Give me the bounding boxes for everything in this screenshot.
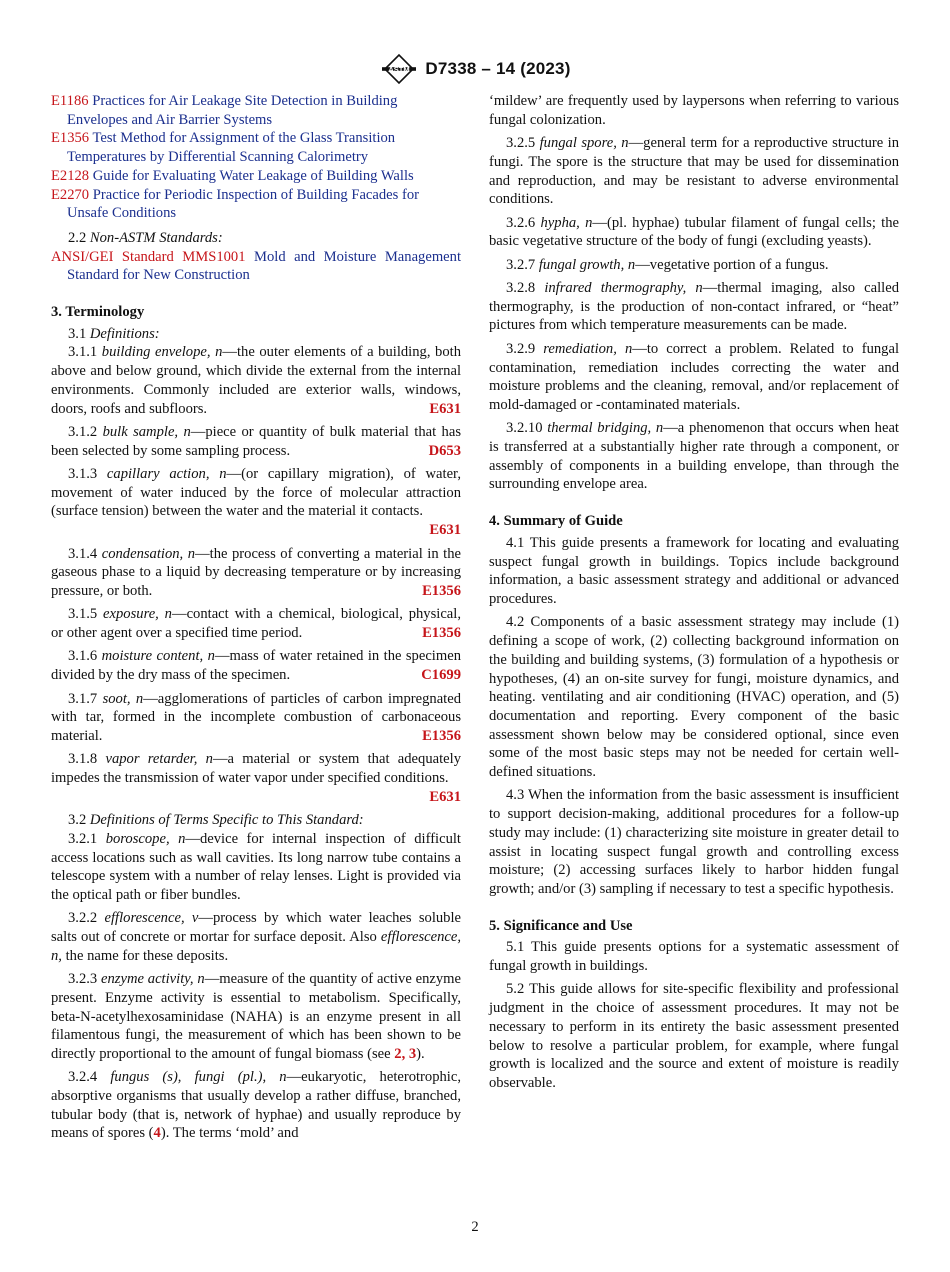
citation-link[interactable]: 4 xyxy=(153,1125,161,1142)
definition-3-2-3: 3.2.3 enzyme activity, n—measure of the quantity of active enzyme present. Enzyme activity is essential to metabolism. Specifically, beta-N-acetylhexosaminidase (NAHA) is an enzyme present in all filamentous fungi, the measurement of which has been shown to be directly proportional to the amount of fungal biomass (see 2, 3). xyxy=(51,971,461,1062)
reference-title[interactable]: Guide for Evaluating Water Leakage of Building Walls xyxy=(92,167,414,184)
subsection-2-2: 2.2 Non-ASTM Standards: xyxy=(68,229,223,246)
page-header xyxy=(0,52,950,86)
reference-ansi xyxy=(51,248,461,285)
reference-code[interactable]: ANSI/GEI Standard MMS1001 xyxy=(51,248,246,265)
reference-code[interactable]: E2270 xyxy=(51,186,90,203)
document-designation: D7338 – 14 (2023) xyxy=(425,58,571,78)
definition-3-1-1: 3.1.1 building envelope, n—the outer elements of a building, both above and below ground, which divide the external from the internal environments. Commonly included are exterior walls, windows, doors, roofs and subfloors. E631 xyxy=(51,344,461,417)
reference-code[interactable]: E2128 xyxy=(51,167,90,184)
definition-3-1-5: 3.1.5 exposure, n—contact with a chemical, biological, physical, or other agent over a specified time period. E1356 xyxy=(51,606,461,642)
reference-title[interactable]: Practice for Periodic Inspection of Building Facades for Unsafe Conditions xyxy=(67,186,420,222)
reference-title[interactable]: Practices for Air Leakage Site Detection in Building Envelopes and Air Barrier Systems xyxy=(67,93,398,128)
definition-3-1-7: 3.1.7 soot, n—agglomerations of particles of carbon impregnated with tar, formed in the incomplete combustion of carbonaceous material. E1356 xyxy=(51,690,461,744)
left-column xyxy=(51,92,461,1148)
definition-3-2-2: 3.2.2 efflorescence, v—process by which water leaches soluble salts out of concrete or mortar for surface deposit. Also efflorescence, n, the name for these deposits. xyxy=(51,910,462,964)
section-4-heading: 4. Summary of Guide xyxy=(489,513,623,530)
reference-e1186 xyxy=(51,92,461,129)
definition-3-2-6: 3.2.6 hypha, n—(pl. hyphae) tubular filament of fungal cells; the basic vegetative structure of the body of fungi (excluding yeasts). xyxy=(489,214,900,250)
standard-code[interactable]: C1699 xyxy=(421,667,461,684)
astm-logo-icon xyxy=(379,52,419,86)
reference-code[interactable]: E1356 xyxy=(51,130,90,147)
definition-3-2-1: 3.2.1 boroscope, n—device for internal inspection of difficult access locations such as wall cavities. Its long narrow tube contains a telescope system with a number of relay lenses. Light is provided via the optical path or fiber bundles. xyxy=(51,830,461,903)
reference-title[interactable]: Test Method for Assignment of the Glass Transition Temperatures by Differential Scanning Calorimetry xyxy=(67,130,396,166)
paragraph-4-3: 4.3 When the information from the basic assessment is insufficient to support decision-making, additional procedures for a follow-up study may include: (1) characterizing site moisture in greater detail to assist in locating suspect fungal growth and controlling excess moisture; (2) accessing surfaces likely to harbor hidden fungal growth; and/or (3) sampling if necessary to test a specific hypothesis. xyxy=(489,787,899,897)
section-3-heading: 3. Terminology xyxy=(51,304,145,321)
definition-3-1-3: 3.1.3 capillary action, n—(or capillary migration), of water, movement of water induced by the force of molecular attraction (surface tension) between the water and the material it contacts. E631 xyxy=(51,466,461,539)
standard-code[interactable]: D653 xyxy=(428,442,461,459)
paragraph-5-1: 5.1 This guide presents options for a systematic assessment of fungal growth in buildings. xyxy=(489,939,899,975)
definition-3-2-4-continued: ‘mildew’ are frequently used by laypersons when referring to various fungal colonization. xyxy=(489,93,899,128)
subsection-3-1: 3.1 Definitions: xyxy=(68,325,160,342)
definition-3-2-7: 3.2.7 fungal growth, n—vegetative portion of a fungus. xyxy=(506,256,829,273)
standard-code[interactable]: E1356 xyxy=(422,582,461,599)
right-column xyxy=(489,92,899,1097)
subsection-3-2: 3.2 Definitions of Terms Specific to This Standard: xyxy=(68,812,364,829)
standard-code[interactable]: E631 xyxy=(429,788,461,805)
section-5-heading: 5. Significance and Use xyxy=(489,917,633,934)
reference-code[interactable]: E1186 xyxy=(51,93,89,109)
standard-code[interactable]: E631 xyxy=(429,522,461,539)
definition-3-1-8: 3.1.8 vapor retarder, n—a material or system that adequately impedes the transmission of water vapor under specified conditions. E631 xyxy=(51,751,461,805)
definition-3-2-5: 3.2.5 fungal spore, n—general term for a reproductive structure in fungi. The spore is the structure that may be used for dissemination and reproduction, and may be resistant to adverse environmental conditions. xyxy=(489,135,899,208)
reference-e1356 xyxy=(51,129,461,166)
standard-code[interactable]: E1356 xyxy=(422,727,461,744)
logo-text: ASTM xyxy=(388,65,411,74)
definition-3-2-8: 3.2.8 infrared thermography, n—thermal imaging, also called thermography, is the production of non-contact infrared, or “heat” pictures from which temperature measurements can be made. xyxy=(489,280,900,334)
paragraph-4-1: 4.1 This guide presents a framework for locating and evaluating suspect fungal growth in buildings. Topics include background information, a basic assessment strategy and additional or advanced procedures. xyxy=(489,534,899,607)
definition-3-2-9: 3.2.9 remediation, n—to correct a problem. Related to fungal contamination, remediation includes correcting the water and moisture problems and the cleaning, removal, and/or replacement of mold-damaged or -contaminated materials. xyxy=(489,340,900,413)
paragraph-4-2: 4.2 Components of a basic assessment strategy may include (1) defining a scope of work, (2) collecting background information on the building and building systems, (3) formulation of a hypothesis or hypotheses, (4) an on-site survey for fungi, moisture dynamics, and heating. ventilating and air conditioning (HVAC) operation, and (5) documentation and reporting. Every component of the basic assessment shown below may be considered optional, since even some of the most basic steps may not be needed for certain well-defined situations. xyxy=(489,614,899,781)
standard-code[interactable]: E1356 xyxy=(422,625,461,642)
definition-3-1-4: 3.1.4 condensation, n—the process of converting a material in the gaseous phase to a liquid by decreasing temperature or by increasing pressure, or both. E1356 xyxy=(51,545,462,599)
paragraph-5-2: 5.2 This guide allows for site-specific flexibility and professional judgment in the choice of assessment procedures. It may not be necessary to perform in its entirety the basic assessment presented below to resolve a particular problem, for example, where fungal growth is localized and the source and extent of moisture is readily observable. xyxy=(489,981,899,1091)
definition-3-1-2: 3.1.2 bulk sample, n—piece or quantity of bulk material that has been selected by some sampling process. D653 xyxy=(51,423,461,459)
standard-code[interactable]: E631 xyxy=(429,400,461,417)
reference-e2270 xyxy=(51,186,461,223)
citation-link[interactable]: 2, 3 xyxy=(394,1045,417,1062)
reference-e2128 xyxy=(51,167,461,186)
page-number: 2 xyxy=(471,1219,479,1235)
reference-title[interactable]: Mold and Moisture Management Standard for New Construction xyxy=(67,248,461,284)
definition-3-1-6: 3.1.6 moisture content, n—mass of water retained in the specimen divided by the dry mass of the specimen. C1699 xyxy=(51,648,461,684)
definition-3-2-4: 3.2.4 fungus (s), fungi (pl.), n—eukaryotic, heterotrophic, absorptive organisms that usually develop a rather diffuse, branched, tubular body (that is, network of hyphae) and usually reproduce by means of spores (4). The terms ‘mold’ and xyxy=(51,1069,461,1142)
definition-3-2-10: 3.2.10 thermal bridging, n—a phenomenon that occurs when heat is transferred at a substantially higher rate through a component, or assembly of components in a building envelope, than through the surrounding envelope area. xyxy=(489,420,899,493)
